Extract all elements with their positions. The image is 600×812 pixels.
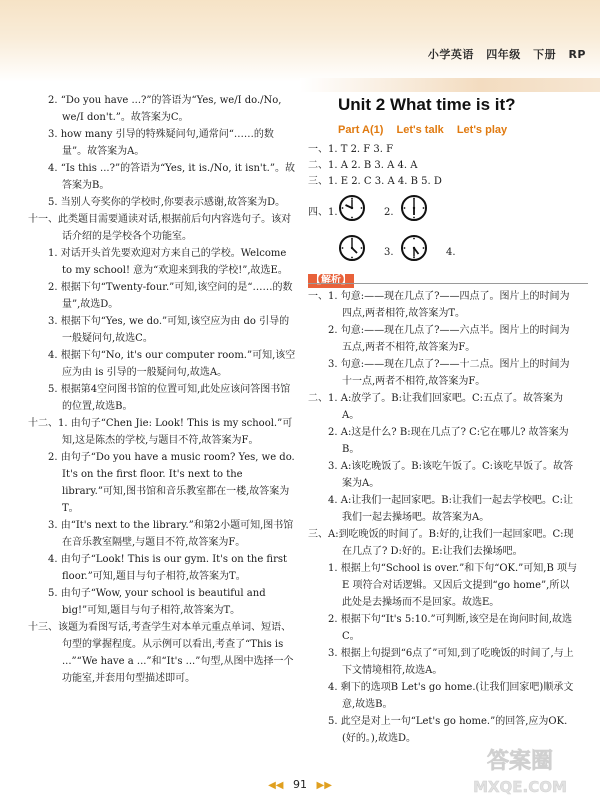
answer-paragraph: 2. 根据下句“Twenty-four.”可知,该空问的是“……的数量”,故选D。 — [48, 282, 293, 310]
left-arrows-icon: ◀◀ — [268, 780, 284, 791]
answer-row: 一、1. T 2. F 3. F — [308, 144, 394, 155]
clock-row-label: 四、1. — [308, 207, 338, 218]
lets-play-label: Let's play — [456, 124, 508, 136]
answer-paragraph: 1. 对话开头首先要欢迎对方来自己的学校。Welcome to my school! 意为“欢迎来到我的学校!”,故选E。 — [48, 248, 288, 276]
subject-label: 小学英语 — [427, 48, 474, 61]
section-paragraph: 十三、该题为看图写话,考查学生对本单元重点单词、短语、句型的掌握程度。从示例可以看出,考查了“This is ...”“We have a ...”和“It's ...”句型,从图中选择一个功能室,并套用句型描述即可。 — [28, 622, 294, 684]
left-column — [28, 92, 296, 687]
answer-paragraph: 2. 由句子“Do you have a music room? Yes, we do. It's on the first floor. It's next to the library.”可知,图书馆和音乐教室都在一楼,故答案为T。 — [48, 452, 295, 514]
analysis-paragraph: 3. 根据上句提到“6点了”可知,到了吃晚饭的时间了,与上下文情境相符,故选A。 — [328, 648, 574, 676]
analysis-paragraph: 3. A:该吃晚饭了。B:该吃午饭了。C:该吃早饭了。故答案为A。 — [328, 461, 574, 489]
analysis-paragraph: 4. 剩下的选项B Let's go home.(让我们回家吧)顺承文意,故选B。 — [328, 682, 574, 710]
analysis-tag: 【解析】 — [308, 274, 354, 288]
analysis-paragraph: 一、1. 句意:——现在几点了?——四点了。图片上的时间为四点,两者相符,故答案为T。 — [308, 291, 570, 319]
lets-talk-label: Let's talk — [396, 124, 444, 136]
answer-paragraph: 5. 当别人夸奖你的学校时,你要表示感谢,故答案为D。 — [48, 197, 286, 208]
section-paragraph: 十二、1. 由句子“Chen Jie: Look! This is my school.”可知,这是陈杰的学校,与题目不符,故答案为F。 — [28, 418, 293, 446]
clock-icon — [400, 194, 428, 222]
clock-number-label: 3. — [384, 247, 394, 258]
analysis-paragraph: 2. 根据下句“It's 5:10.”可判断,该空是在询问时间,故选C。 — [328, 614, 572, 642]
term-label: 下册 — [533, 48, 557, 61]
part-a-label: Part A(1) — [338, 124, 384, 136]
analysis-paragraph: 二、1. A:放学了。B:让我们回家吧。C:五点了。故答案为A。 — [308, 393, 564, 421]
right-header-band — [300, 78, 600, 92]
part-heading — [338, 122, 578, 139]
analysis-paragraph: 2. A:这是什么? B:现在几点了? C:它在哪儿? 故答案为B。 — [328, 427, 569, 455]
analysis-paragraph: 2. 句意:——现在几点了?——六点半。图片上的时间为五点,两者不相符,故答案为F。 — [328, 325, 570, 353]
analysis-header — [308, 268, 354, 288]
analysis-paragraph: 3. 句意:——现在几点了?——十二点。图片上的时间为十一点,两者不相符,故答案为F。 — [328, 359, 570, 387]
analysis-divider — [308, 283, 588, 284]
answer-paragraph: 3. 根据下句“Yes, we do.”可知,该空应为由 do 引导的一般疑问句,故选C。 — [48, 316, 290, 344]
answer-paragraph: 5. 根据第4空问图书馆的位置可知,此处应该问答图书馆的位置,故选B。 — [48, 384, 291, 412]
clock-icon — [400, 234, 428, 262]
answer-row: 三、1. E 2. C 3. A 4. B 5. D — [308, 176, 442, 187]
right-column — [308, 92, 578, 270]
clock-number-label: 4. — [446, 247, 456, 258]
clock-icon — [338, 194, 366, 222]
analysis-column — [308, 288, 578, 747]
answer-paragraph: 3. 由“It's next to the library.”和第2小题可知,图书馆在音乐教室隔壁,与题目不符,故答案为F。 — [48, 520, 294, 548]
answer-row: 二、1. A 2. B 3. A 4. A — [308, 160, 418, 171]
book-header — [420, 46, 586, 62]
clock-number-label: 2. — [384, 207, 394, 218]
grade-label: 四年级 — [486, 48, 521, 61]
answer-paragraph: 4. 根据下句“No, it's our computer room.”可知,该空应为由 is 引导的一般疑问句,故选A。 — [48, 350, 296, 378]
analysis-paragraph: 1. 根据上句“School is over.”和下句“OK.”可知,B 项与E 项符合对话逻辑。又因后文提到“go home”,所以此处是去操场而不是回家。故选E。 — [328, 563, 577, 608]
answer-paragraph: 4. 由句子“Look! This is our gym. It's on the first floor.”可知,题目与句子相符,故答案为T。 — [48, 554, 288, 582]
unit-title: Unit 2 What time is it? — [338, 95, 516, 114]
page-number: 91 — [293, 778, 307, 791]
analysis-paragraph: 4. A:让我们一起回家吧。B:让我们一起去学校吧。C:让我们一起去操场吧。故答案为A。 — [328, 495, 574, 523]
answer-paragraph: 2. “Do you have ...?”的答语为“Yes, we/I do./No, we/I don't.”。故答案为C。 — [48, 95, 282, 123]
header-band — [0, 0, 600, 82]
answer-paragraph: 4. “Is this ...?”的答语为“Yes, it is./No, it isn't.”。故答案为B。 — [48, 163, 295, 191]
analysis-paragraph: 三、A:到吃晚饭的时间了。B:好的,让我们一起回家吧。C:现在几点了? D:好的。E:让我们去操场吧。 — [308, 529, 574, 557]
right-arrows-icon: ▶▶ — [316, 780, 332, 791]
watermark-line1: 答案圈 — [486, 749, 554, 774]
analysis-paragraph: 5. 此空是对上一句“Let's go home.”的回答,应为OK.(好的。),故选D。 — [328, 716, 568, 744]
answer-paragraph: 5. 由句子“Wow, your school is beautiful and big!”可知,题目与句子相符,故答案为T。 — [48, 588, 266, 616]
answer-paragraph: 3. how many 引导的特殊疑问句,通常问“……的数量”。故答案为A。 — [48, 129, 274, 157]
edition-label: RP — [568, 48, 586, 61]
watermark-line2: MXQE.COM — [473, 778, 567, 796]
clock-icon — [338, 234, 366, 262]
watermark-logo — [450, 740, 590, 800]
section-paragraph: 十一、此类题目需要通读对话,根据前后句内容选句子。该对话介绍的是学校各个功能室。 — [28, 214, 292, 242]
clock-answers — [308, 190, 578, 270]
